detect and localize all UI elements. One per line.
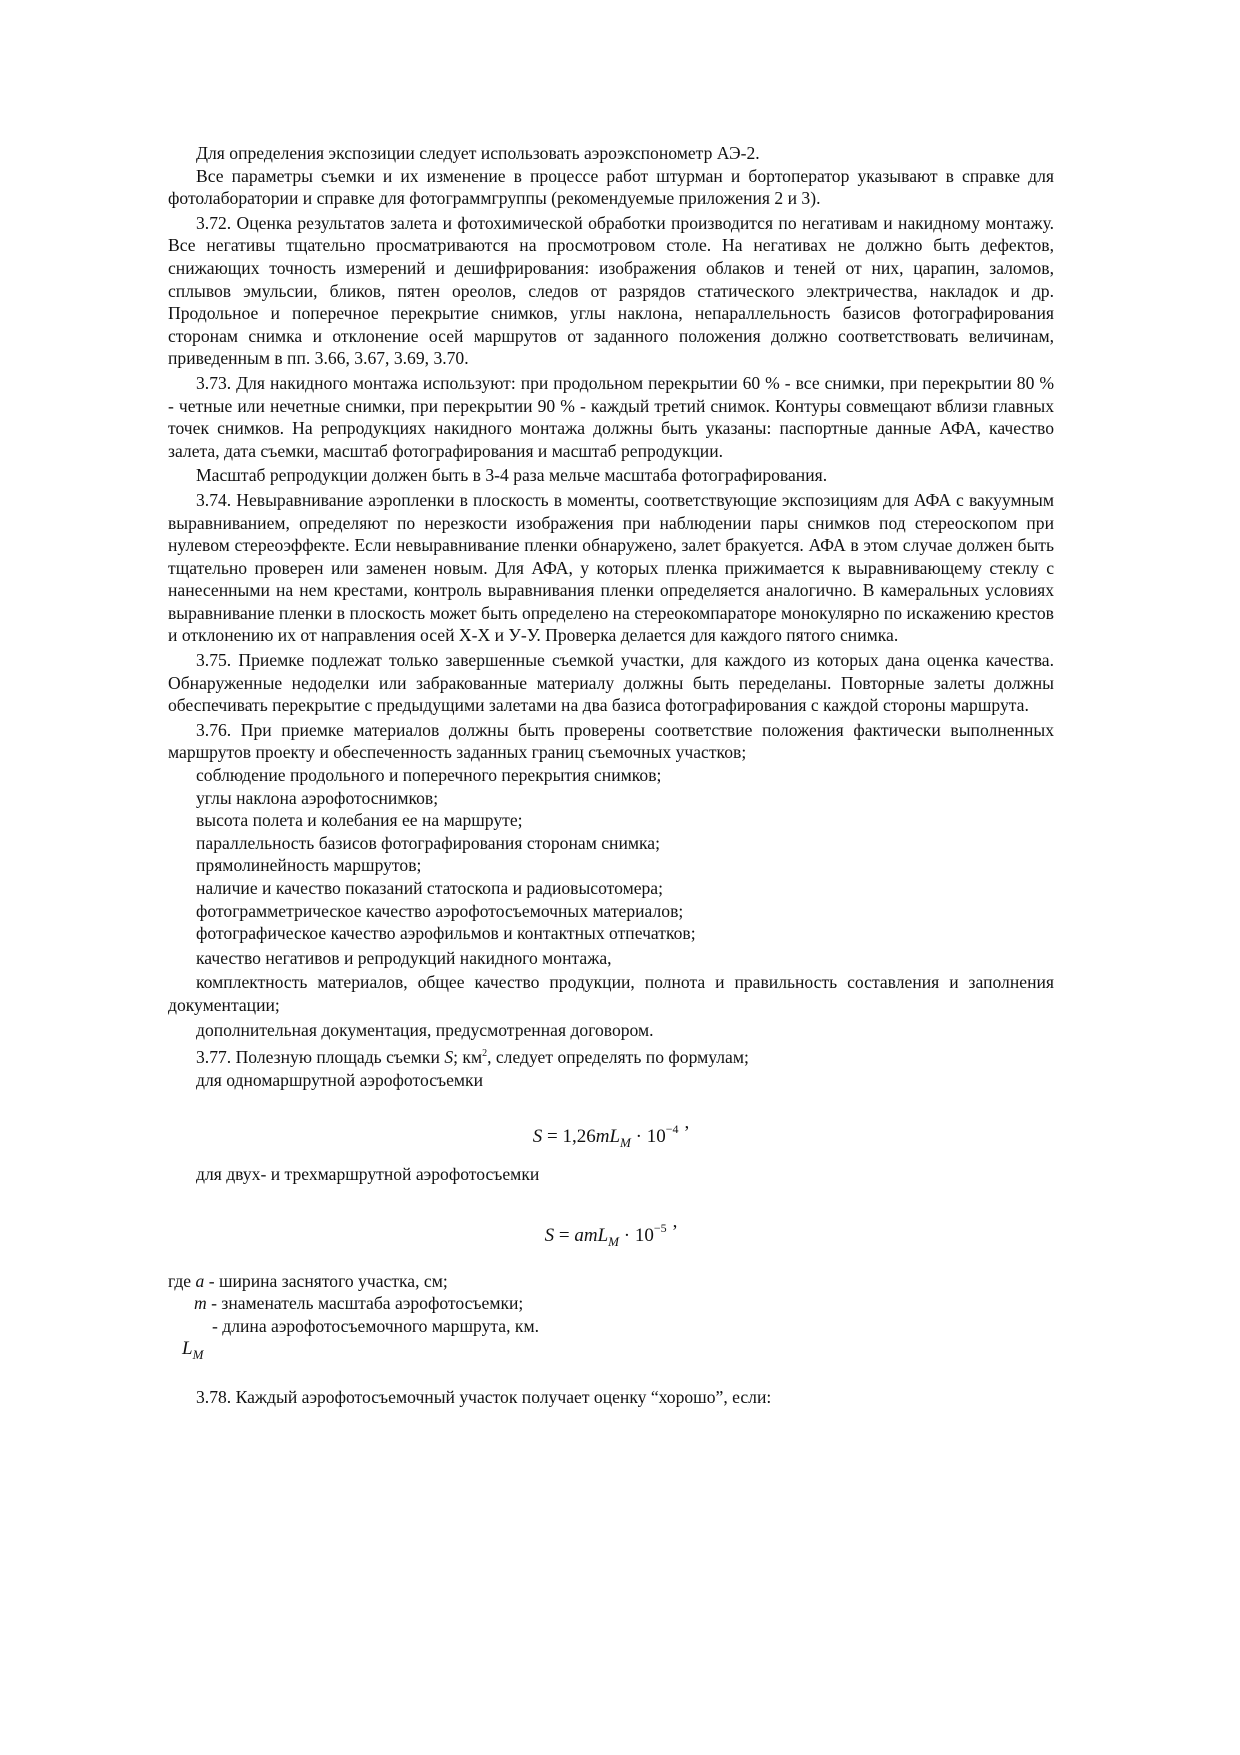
op: = [554, 1224, 575, 1246]
comma: , [684, 1112, 690, 1134]
document-page [168, 142, 1054, 1409]
text: где [168, 1270, 196, 1291]
paragraph-3-76: 3.76. При приемке материалов должны быть проверены соответствие положения фактически выполненных маршрутов проекту и обеспеченность заданных границ съемочных участков; [168, 719, 1054, 763]
var: m [194, 1293, 207, 1314]
list-item: соблюдение продольного и поперечного перекрытия снимков; [196, 765, 662, 786]
subscript: M [620, 1135, 631, 1151]
list-item: параллельность базисов фотографирования сторонам снимка; [196, 832, 660, 853]
paragraph-3-75: 3.75. Приемке подлежат только завершенные съемкой участки, для каждого из которых дана оценка качества. Обнаруженные недоделки или забракованные материалу должны быть переделаны. Повторные залеты должны обеспечивать перекрытие с предыдущими залетами на два базиса фотографирования с каждой стороны маршрута. [168, 650, 1054, 716]
var: S [544, 1224, 555, 1246]
exponent: −5 [653, 1220, 667, 1235]
paragraph-3-72: 3.72. Оценка результатов залета и фотохимической обработки производится по негативам и накидному монтажу. Все негативы тщательно просматриваются на просмотровом столе. На негативах не должно быть дефектов, снижающих точность измерений и дешифрирования: изображения облаков и теней от них, царапин, заломов, сплывов эмульсии, бликов, пятен ореолов, следов от разрядов статического электричества, накладок и др. Продольное и поперечное перекрытие снимков, углы наклона, непараллельность базисов фотографирования сторонам снимка и отклонение осей маршрутов от заданного положения должно соответствовать величинам, приведенным в пп. 3.66, 3.67, 3.69, 3.70. [168, 212, 1054, 369]
var: amL [574, 1224, 609, 1246]
text: , следует определять по формулам; [487, 1047, 749, 1068]
op: · 10 [619, 1224, 654, 1246]
superscript: 2 [482, 1048, 488, 1060]
paragraph: Все параметры съемки и их изменение в процессе работ штурман и бортоператор указывают в справке для фотолаборатории и справке для фотограммгруппы (рекомендуемые приложения 2 и 3). [168, 165, 1054, 209]
list-item: наличие и качество показаний статоскопа и радиовысотомера; [196, 878, 664, 898]
list-item: фотограмметрическое качество аэрофотосъемочных материалов; [196, 900, 684, 921]
list-item: прямолинейность маршрутов; [196, 855, 422, 876]
legend-block [168, 1270, 1054, 1366]
where-m [168, 1292, 1054, 1315]
text: - ширина заснятого участка, см; [204, 1270, 448, 1291]
text: 3.77. Полезную площадь съемки [196, 1047, 445, 1068]
list-item: фотографическое качество аэрофильмов и контактных отпечатков; [196, 923, 696, 944]
where-a [168, 1270, 1054, 1293]
list-item: высота полета и колебания ее на маршруте; [196, 810, 523, 831]
list-item: углы наклона аэрофотоснимков; [196, 787, 439, 808]
paragraph: Для определения экспозиции следует использовать аэроэкспонометр АЭ-2. [196, 143, 760, 163]
comma: , [672, 1210, 678, 1232]
text: - знаменатель масштаба аэрофотосъемки; [206, 1293, 524, 1314]
list-item: дополнительная документация, предусмотренная договором. [196, 1019, 654, 1040]
exponent: −4 [665, 1122, 679, 1137]
where-l: - длина аэрофотосъемочного маршрута, км. [212, 1315, 539, 1336]
var: S [532, 1126, 543, 1148]
list-item: комплектность материалов, общее качество продукции, полнота и правильность составления и заполнения документации; [168, 972, 1054, 1015]
var: mL [595, 1126, 621, 1148]
paragraph-3-77 [168, 1043, 1054, 1068]
subscript: M [192, 1346, 204, 1362]
paragraph: Масштаб репродукции должен быть в 3-4 раза мельче масштаба фотографирования. [196, 465, 828, 486]
formula-multi-route [168, 1208, 1054, 1248]
var: a [195, 1270, 205, 1291]
single-route-label: для одномаршрутной аэрофотосъемки [196, 1069, 484, 1090]
text: ; км [453, 1047, 483, 1068]
list-item: качество негативов и репродукций накидного монтажа, [196, 947, 612, 968]
multi-route-label: для двух- и трехмаршрутной аэрофотосъемки [196, 1164, 540, 1185]
paragraph-3-74: 3.74. Невыравнивание аэропленки в плоскость в моменты, соответствующие экспозициям для АФА с вакуумным выравниванием, определяют по нерезкости изображения при наблюдении пары снимков под стереоскопом при нулевом стереоэффекте. Если невыравнивание пленки обнаружено, залет бракуется. АФА в этом случае должен быть тщательно проверен или заменен новым. Для АФА, у которых пленка прижимается к выравнивающему стеклу с нанесенными на нем крестами, контроль выравнивания пленки определяется аналогично. В камеральных условиях выравнивание пленки в плоскость может быть определено на стереокомпараторе монокулярно по искажению крестов и отклонению их от направления осей X-X и У-У. Проверка делается для каждого пятого снимка. [168, 489, 1054, 646]
op: = 1,26 [542, 1126, 596, 1148]
var: L [182, 1337, 193, 1359]
paragraph-3-78: 3.78. Каждый аэрофотосъемочный участок получает оценку “хорошо”, если: [196, 1386, 772, 1407]
formula-single-route [168, 1109, 1054, 1149]
subscript: M [608, 1233, 619, 1249]
op: · 10 [630, 1126, 666, 1148]
paragraph-3-73: 3.73. Для накидного монтажа используют: при продольном перекрытии 60 % - все снимки, при перекрытии 80 % - четные или нечетные снимки, при перекрытии 90 % - каждый третий снимок. Контуры совмещают вблизи главных точек снимков. На репродукциях накидного монтажа должны быть указаны: паспортные данные АФА, качество залета, дата съемки, масштаб фотографирования и масштаб репродукции. [168, 372, 1054, 461]
variable-s: S [444, 1047, 454, 1068]
var-lm [182, 1338, 1054, 1366]
